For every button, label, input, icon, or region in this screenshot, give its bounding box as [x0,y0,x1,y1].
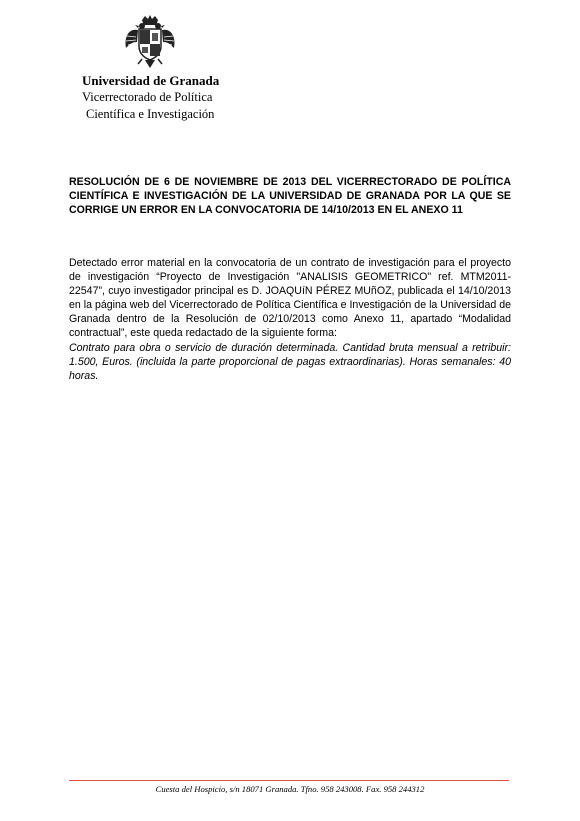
corrected-text: Contrato para obra o servicio de duración determinada. Cantidad bruta mensual a retribuir: 1.500, Euros. (incluida la parte proporcional de pagas extraordinarias). Horas semanales: 40 horas. [69,341,511,382]
university-name: Universidad de Granada [82,73,220,88]
office-name-line1: Vicerrectorado de Política [82,90,213,104]
office-name-line2: Científica e Investigación [86,107,215,121]
footer-address: Cuesta del Hospicio, s/n 18071 Granada. Tfno. 958 243008. Fax. 958 244312 [155,784,425,794]
body-paragraph: Detectado error material en la convocatoria de un contrato de investigación para el proyecto de investigación “Proyecto de Investigación "ANALISIS GEOMETRICO" ref. MTM2011-22547”, cuyo investigador principal es D. JOAQUíN PÉREZ MUñOZ, publicada el 14/10/2013 en la página web del Vicerrectorado de Política Científica e Investigación de la Universidad de Granada dentro de la Resolución de 02/10/2013 como Anexo 11, apartado “Modalidad contractual”, este queda redactado de la siguiente forma: [69,257,511,340]
resolution-title: RESOLUCIÓN DE 6 DE NOVIEMBRE DE 2013 DEL VICERRECTORADO DE POLÍTICA CIENTÍFICA E INVESTIGACIÓN DE LA UNIVERSIDAD DE GRANADA POR LA QUE SE CORRIGE UN ERROR EN LA CONVOCATORIA DE 14/10/2013 EN EL ANEXO 11 [69,176,511,217]
footer-divider [69,780,509,781]
resolution-body [69,256,511,383]
university-coat-of-arms-icon [120,12,180,72]
institution-header [82,72,219,123]
